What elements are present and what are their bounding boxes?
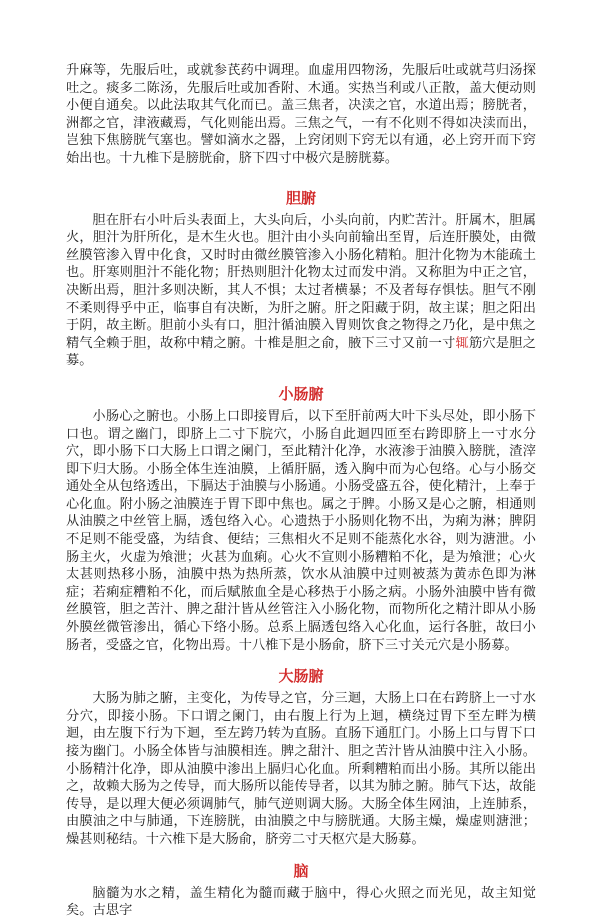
section-heading-small-intestine: 小肠腑 bbox=[278, 384, 324, 403]
section-body-large-intestine: 大肠为肺之腑，主变化，为传导之官，分三迴，大肠上口在右跨脐上一寸水分穴，即接小肠。下口谓之阑门，由右腹上行为上迴，横绕过胃下至左畔为横迴，由左腹下行为下迴，至左跨乃转为直肠。直肠下通肛门。小肠上口与胃下口接为幽门。小肠全体皆与油膜相连。脾之甜汁、胆之苦汁皆从油膜中注入小肠。小肠精汁化净，即从油膜中渗出上膈归心化血。所剩糟粕而出小肠。其所以能出之，故赖大肠为之传导，而大肠所以能传导者，以其为肺之腑。肺气下达，故能传导，是以理大便必须调肺气，肺气逆则调大肠。大肠全体生网油，上连肺系，由膜油之中与肺通，下连膀胱，由油膜之中与膀胱通。大肠主燥，燥虚则溏泄；燥甚则秘结。十六椎下是大肠俞，脐旁二寸天枢穴是大肠募。 bbox=[66, 691, 536, 847]
section-body-small-intestine: 小肠心之腑也。小肠上口即接胃后，以下至肝前两大叶下头尽处，即小肠下口也。谓之幽门，即脐上二寸下脘穴，小肠自此迴四匝至右跨即脐上一寸水分穴，即小肠下口大肠上口谓之阑门，至此精汁化净，水液渗于油膜入膀胱，渣滓即下归大肠。小肠全体生连油膜，上循肝膈，透入胸中而为心包络。心与小肠交通处全从包络透出，下膈达于油膜与小肠通。小肠受盛五谷，使化精汁，上奉于心化血。附小肠之油膜连于胃下即中焦也。属之于脾。小肠又是心之腑，相通则从油膜之中丝管上膈，透包络入心。心遗热于小肠则化物不出，为痢为淋；脾阴不足则不能受盛，为结食、便结；三焦相火不足则不能蒸化水谷，则为溏泄。小肠主火，火虚为飧泄；火甚为血痢。心火不宣则小肠糟粕不化，是为飧泄；心火太甚则热移小肠，油膜中热为热所蒸，饮水从油膜中过则被蒸为黄赤色即为淋症；若痢症糟粕不化，而后赋脓血全是心移热于小肠之病。小肠外油膜中皆有微丝膜管，胆之苦汁、脾之甜汁皆从丝管注入小肠化物，而物所化之精汁即从小肠外膜丝微管渗出，循心下络小肠。总系上膈透包络入心化血，运行各脏，故曰小肠者，受盛之官，化物出焉。十八椎下是小肠俞，脐下三寸关元穴是小肠募。 bbox=[66, 408, 536, 653]
gallbladder-red-char: 辄 bbox=[455, 335, 469, 351]
intro-paragraph: 升麻等，先服后吐，或就参芪药中调理。血虚用四物汤，先服后吐或就芎归汤探吐之。痰多二陈汤，先服后吐或加香附、木通。实热当利或八正散，盖大便动则小便自通矣。以此法取其气化而已。盖三焦者，决渎之官，水道出焉；膀胱者，洲都之官，津液藏焉，气化则能出焉。三焦之气，一有不化则不得如决渎而出，岂独下焦膀胱气塞也。譬如滴水之器，上窍闭则下窍无以有通，必上窍开而下窍始出也。十九椎下是膀胱俞，脐下四寸中极穴是膀胱募。 bbox=[66, 63, 536, 166]
gallbladder-text-a: 胆在肝右小叶后头表面上，大头向后，小头向前，内贮苦汁。肝属木，胆属火，胆汁为肝所化，是木生火也。胆汁由小头向前输出至胃，后连肝膜处，由微丝膜管渗入胃中化食，又时时由微丝膜管渗入小肠化精粕。胆汁化物为木能疏土也。肝寒则胆汁不能化物；肝热则胆汁化物太过而发中消。又称胆为中正之官，决断出焉，胆汁多则决断，其人不惧；太过者横暴；不及者每存惧怯。胆气不刚不柔则得乎中正，临事自有决断，为肝之腑。肝之阳藏于阴，故主谋；胆之阳出于阴，故主断。胆前小头有口，胆汁循油膜入胃则饮食之物得之乃化，是中焦之精气全赖于胆，故称中精之腑。十椎是胆之俞，腋下三寸又前一寸 bbox=[66, 212, 536, 351]
section-body-brain: 脑髓为水之精，盖生精化为髓而藏于脑中，得心火照之而光见，故主知觉矣。古思字 bbox=[66, 885, 536, 919]
gallbladder-text-b: 筋穴是胆之募。 bbox=[66, 335, 537, 369]
section-heading-gallbladder: 胆腑 bbox=[285, 188, 316, 207]
section-heading-brain: 脑 bbox=[293, 861, 309, 880]
section-heading-large-intestine: 大肠腑 bbox=[278, 667, 324, 686]
section-body-gallbladder bbox=[66, 212, 536, 370]
